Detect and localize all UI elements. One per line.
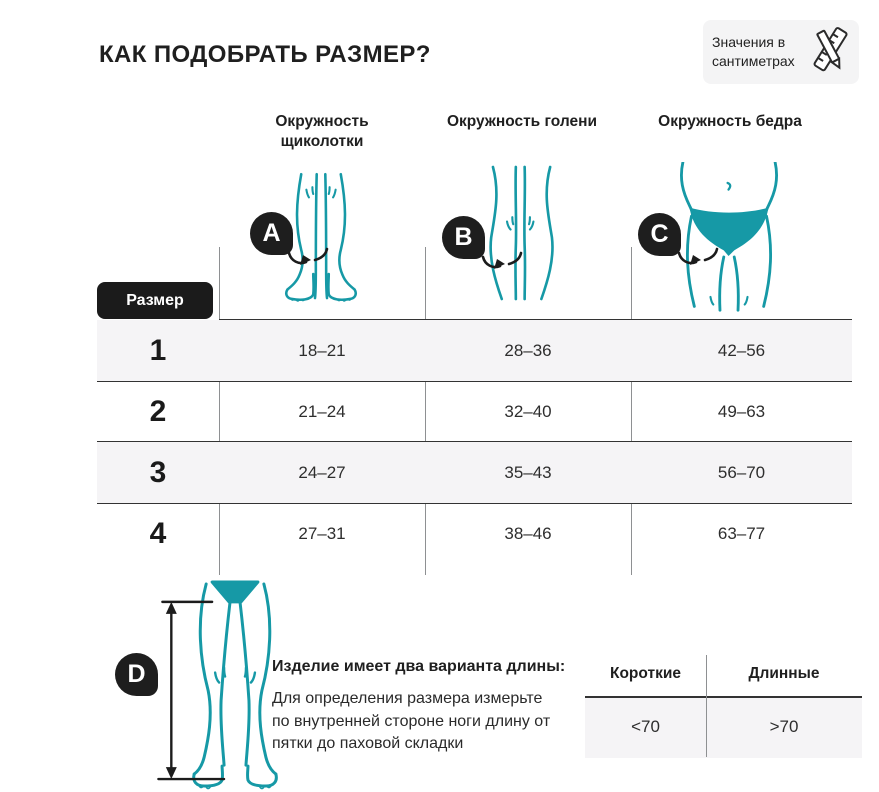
column-header-hip: Окружность бедра [658,113,802,130]
marker-d-badge: D [115,653,158,696]
calf-range-cell: 38–46 [504,523,552,543]
length-instructions: Для определения размера измерьте по внутренней стороне ноги длину от пятки до паховой складки [272,690,551,753]
hip-range-cell: 42–56 [717,340,766,360]
units-badge-label: Значения в сантиметрах [712,34,795,69]
calf-illustration [478,163,566,308]
size-table [97,320,852,564]
length-header-long: Длинные [748,665,820,682]
marker-c-badge: C [638,213,681,256]
length-table-column-divider [706,655,707,757]
column-header-ankle: Окружность щиколотки [275,113,369,151]
girth-arrow-icon [286,246,330,277]
table-row [97,320,852,381]
length-table [585,652,862,760]
calf-range-cell: 35–43 [504,462,552,482]
marker-b-badge: B [442,216,485,259]
girth-arrow-icon [676,246,720,277]
leg-length-illustration [150,576,330,792]
units-badge [703,20,859,84]
length-arrow [158,602,224,779]
calf-range-cell: 32–40 [504,401,552,421]
length-table-divider [585,696,862,698]
length-heading: Изделие имеет два варианта длины: [272,658,566,675]
size-cell: 3 [149,455,167,489]
length-header-short: Короткие [610,665,681,682]
hip-range-cell: 49–63 [717,401,766,421]
table-row [97,381,852,442]
length-value-short: <70 [631,717,660,736]
ruler-icon [810,26,850,79]
page-title: КАК ПОДОБРАТЬ РАЗМЕР? [99,41,431,68]
hip-range-cell: 63–77 [717,523,766,543]
size-corner-label: Размер [97,282,213,319]
column-header-calf: Окружность голени [446,113,598,130]
calf-range-cell: 28–36 [504,340,552,360]
hip-range-cell: 56–70 [717,462,766,482]
marker-a-badge: A [250,212,293,255]
ankle-range-cell: 24–27 [298,462,346,482]
table-row [97,503,852,564]
girth-arrow-icon [480,250,524,281]
table-row [97,442,852,503]
size-cell: 4 [149,516,167,550]
ankle-range-cell: 21–24 [298,401,346,421]
size-cell: 2 [149,394,167,428]
ankle-range-cell: 18–21 [298,340,346,360]
ankle-range-cell: 27–31 [298,523,346,543]
size-cell: 1 [149,333,167,367]
length-value-long: >70 [769,717,799,736]
